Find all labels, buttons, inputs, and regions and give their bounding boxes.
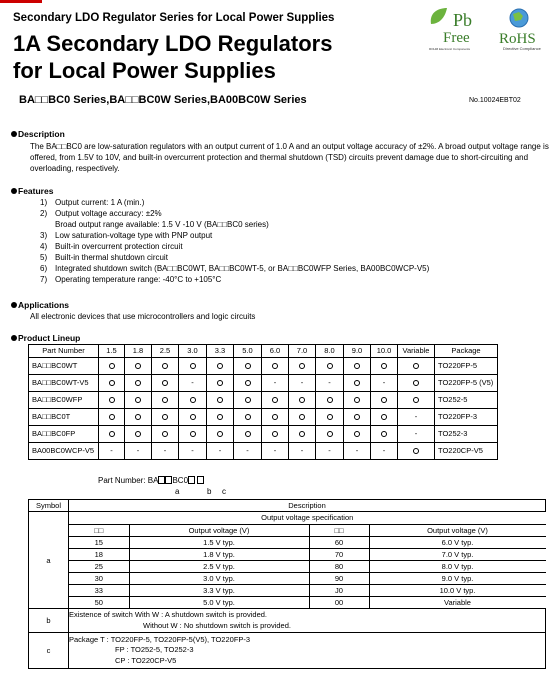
available-mark: [125, 408, 152, 425]
circle-icon: [190, 414, 196, 420]
circle-icon: [135, 363, 141, 369]
available-mark: [152, 391, 179, 408]
circle-icon: [217, 397, 223, 403]
unavailable-mark: -: [152, 442, 179, 459]
lineup-heading: Product Lineup: [11, 333, 80, 343]
part-number-cell: BA□□BC0FP: [29, 425, 99, 442]
circle-icon: [245, 397, 251, 403]
circle-icon: [162, 380, 168, 386]
available-mark: [371, 425, 398, 442]
bullet-icon: [11, 335, 17, 341]
feature-item: 2) Output voltage accuracy: ±2%: [40, 209, 162, 218]
spec-header: Output voltage (V): [129, 524, 309, 536]
features-list: [40, 197, 429, 285]
spec-cell: 90: [309, 572, 369, 584]
available-mark: [99, 374, 125, 391]
available-mark: [316, 391, 344, 408]
part-number-format: Part Number: BA BC0: [98, 476, 204, 485]
available-mark: [344, 357, 371, 374]
circle-icon: [217, 363, 223, 369]
available-mark: [316, 408, 344, 425]
circle-icon: [413, 397, 419, 403]
circle-icon: [109, 431, 115, 437]
feature-item: 5) Built-in thermal shutdown circuit: [40, 253, 168, 262]
leaf-icon: [431, 8, 447, 24]
available-mark: [398, 442, 435, 459]
unavailable-mark: -: [179, 442, 207, 459]
available-mark: [207, 425, 234, 442]
circle-icon: [299, 414, 305, 420]
spec-cell: 7.0 V typ.: [369, 548, 546, 560]
spec-cell: 8.0 V typ.: [369, 560, 546, 572]
spec-cell: 3.0 V typ.: [129, 572, 309, 584]
unavailable-mark: -: [262, 374, 289, 391]
switch-description: Existence of switch With W : A shutdown switch is provided. Without W : No shutdown switch is provided.: [69, 609, 546, 633]
spec-cell: 3.3 V typ.: [129, 584, 309, 596]
feature-item: 1) Output current: 1 A (min.): [40, 198, 145, 207]
circle-icon: [245, 363, 251, 369]
available-mark: [398, 374, 435, 391]
package-cell: TO220CP-V5: [435, 442, 498, 459]
available-mark: [99, 391, 125, 408]
spec-header: □□: [309, 524, 369, 536]
lineup-header: 5.0: [234, 345, 262, 358]
spec-cell: 15: [69, 536, 129, 548]
package-description: Package T : TO220FP-5, TO220FP-5(V5), TO220FP-3 FP : TO252-5, TO252-3 CP : TO220CP-V5: [69, 633, 546, 669]
circle-icon: [190, 363, 196, 369]
available-mark: [234, 357, 262, 374]
part-letter-a: a: [175, 487, 180, 496]
bullet-icon: [11, 131, 17, 137]
table-row: [29, 408, 498, 425]
circle-icon: [354, 431, 360, 437]
circle-icon: [245, 431, 251, 437]
bullet-icon: [11, 302, 17, 308]
package-cell: TO220FP-5: [435, 357, 498, 374]
available-mark: [234, 391, 262, 408]
part-number-cell: BA□□BC0T: [29, 408, 99, 425]
voltage-spec-table: [69, 512, 546, 608]
available-mark: [316, 357, 344, 374]
symbol-a: a: [29, 512, 69, 609]
circle-icon: [272, 431, 278, 437]
spec-cell: 60: [309, 536, 369, 548]
lineup-header: 7.0: [289, 345, 316, 358]
part-number-cell: BA□□BC0WFP: [29, 391, 99, 408]
unavailable-mark: -: [398, 425, 435, 442]
circle-icon: [381, 397, 387, 403]
available-mark: [207, 408, 234, 425]
available-mark: [99, 425, 125, 442]
spec-title: Output voltage specification: [261, 513, 354, 523]
circle-icon: [162, 397, 168, 403]
spec-header: □□: [69, 524, 129, 536]
unavailable-mark: -: [316, 442, 344, 459]
series-header: Secondary LDO Regulator Series for Local Power Supplies: [13, 12, 335, 24]
lineup-header: 3.3: [207, 345, 234, 358]
document-number: No.10024EBT02: [469, 97, 521, 104]
package-cell: TO220FP-5 (V5): [435, 374, 498, 391]
applications-heading: Applications: [11, 300, 69, 310]
circle-icon: [272, 414, 278, 420]
lineup-header: 3.0: [179, 345, 207, 358]
unavailable-mark: -: [316, 374, 344, 391]
available-mark: [262, 391, 289, 408]
table-row: [69, 596, 546, 608]
circle-icon: [327, 431, 333, 437]
unavailable-mark: -: [289, 374, 316, 391]
available-mark: [371, 391, 398, 408]
circle-icon: [245, 380, 251, 386]
spec-cell: 80: [309, 560, 369, 572]
spec-cell: 70: [309, 548, 369, 560]
unavailable-mark: -: [262, 442, 289, 459]
available-mark: [289, 425, 316, 442]
circle-icon: [217, 431, 223, 437]
table-row: [69, 536, 546, 548]
spec-cell: 33: [69, 584, 129, 596]
page-title: [13, 30, 332, 84]
symbol-c: c: [29, 633, 69, 669]
available-mark: [152, 425, 179, 442]
available-mark: [179, 357, 207, 374]
lineup-header: 6.0: [262, 345, 289, 358]
table-row: [69, 584, 546, 596]
lineup-header: 1.8: [125, 345, 152, 358]
lineup-header: 10.0: [371, 345, 398, 358]
col-symbol: Symbol: [29, 500, 69, 512]
available-mark: [207, 391, 234, 408]
available-mark: [125, 374, 152, 391]
logo-rohs-caption: Directive Compliance: [503, 46, 541, 51]
spec-header: Output voltage (V): [369, 524, 546, 536]
available-mark: [152, 408, 179, 425]
package-cell: TO252-5: [435, 391, 498, 408]
circle-icon: [162, 431, 168, 437]
unavailable-mark: -: [398, 408, 435, 425]
circle-icon: [272, 363, 278, 369]
circle-icon: [162, 414, 168, 420]
available-mark: [234, 408, 262, 425]
unavailable-mark: -: [207, 442, 234, 459]
col-description: Description: [69, 500, 546, 512]
unavailable-mark: -: [289, 442, 316, 459]
available-mark: [179, 391, 207, 408]
circle-icon: [299, 363, 305, 369]
available-mark: [398, 357, 435, 374]
package-cell: TO220FP-3: [435, 408, 498, 425]
available-mark: [262, 425, 289, 442]
lineup-header: Part Number: [29, 345, 99, 358]
available-mark: [398, 391, 435, 408]
logo-rohs: RoHS: [499, 31, 536, 47]
table-row: [29, 391, 498, 408]
applications-text: All electronic devices that use microcontrollers and logic circuits: [30, 312, 256, 321]
table-row: [29, 357, 498, 374]
available-mark: [152, 357, 179, 374]
available-mark: [289, 391, 316, 408]
available-mark: [262, 408, 289, 425]
table-row: [29, 442, 498, 459]
circle-icon: [413, 448, 419, 454]
spec-cell: 9.0 V typ.: [369, 572, 546, 584]
circle-icon: [135, 380, 141, 386]
feature-item: 7) Operating temperature range: -40°C to +105°C: [40, 275, 222, 284]
lineup-header: Package: [435, 345, 498, 358]
top-accent-bar: [0, 0, 42, 3]
unavailable-mark: -: [234, 442, 262, 459]
table-row: [29, 425, 498, 442]
spec-cell: 2.5 V typ.: [129, 560, 309, 572]
circle-icon: [354, 397, 360, 403]
spec-cell: 10.0 V typ.: [369, 584, 546, 596]
product-lineup-table: [28, 344, 498, 460]
part-letter-c: c: [222, 487, 226, 496]
part-number-cell: BA□□BC0WT-V5: [29, 374, 99, 391]
available-mark: [179, 408, 207, 425]
unavailable-mark: -: [179, 374, 207, 391]
logo-pb-caption: ROHM Electronic Components: [429, 47, 471, 51]
circle-icon: [135, 397, 141, 403]
available-mark: [344, 374, 371, 391]
part-number-cell: BA□□BC0WT: [29, 357, 99, 374]
circle-icon: [381, 414, 387, 420]
logo-pb: Pb: [453, 10, 473, 30]
table-row: [29, 374, 498, 391]
feature-item: Broad output range available: 1.5 V -10 V (BA□□BC0 series): [55, 220, 269, 229]
available-mark: [99, 408, 125, 425]
spec-cell: J0: [309, 584, 369, 596]
available-mark: [289, 408, 316, 425]
spec-cell: 30: [69, 572, 129, 584]
circle-icon: [381, 363, 387, 369]
unavailable-mark: -: [371, 374, 398, 391]
circle-icon: [135, 431, 141, 437]
available-mark: [371, 357, 398, 374]
circle-icon: [381, 431, 387, 437]
available-mark: [99, 357, 125, 374]
available-mark: [125, 357, 152, 374]
spec-cell: 50: [69, 596, 129, 608]
available-mark: [207, 374, 234, 391]
circle-icon: [245, 414, 251, 420]
table-row: [69, 560, 546, 572]
circle-icon: [272, 397, 278, 403]
series-subtitle: BA□□BC0 Series,BA□□BC0W Series,BA00BC0W Series: [19, 94, 307, 106]
circle-icon: [162, 363, 168, 369]
circle-icon: [135, 414, 141, 420]
circle-icon: [327, 397, 333, 403]
unavailable-mark: -: [371, 442, 398, 459]
symbol-table: [28, 499, 546, 669]
circle-icon: [109, 363, 115, 369]
table-row: [69, 548, 546, 560]
spec-cell: 5.0 V typ.: [129, 596, 309, 608]
unavailable-mark: -: [125, 442, 152, 459]
compliance-logos: [423, 6, 553, 52]
circle-icon: [327, 363, 333, 369]
available-mark: [344, 425, 371, 442]
description-text: The BA□□BC0 are low-saturation regulators with an output current of 1.0 A and an output voltage accuracy of ±2%. A broad output voltage range is offered, from 1.5V to 10V, and built-in overcurrent protection and thermal shutdown (TSD) circuits prevent damage due to short-circuiting and overloading, respectively.: [30, 142, 549, 173]
part-number-cell: BA00BC0WCP-V5: [29, 442, 99, 459]
available-mark: [207, 357, 234, 374]
logo-free: Free: [443, 30, 470, 46]
circle-icon: [354, 380, 360, 386]
available-mark: [179, 425, 207, 442]
available-mark: [344, 408, 371, 425]
available-mark: [125, 425, 152, 442]
symbol-b: b: [29, 609, 69, 633]
feature-item: 4) Built-in overcurrent protection circuit: [40, 242, 183, 251]
circle-icon: [299, 431, 305, 437]
available-mark: [125, 391, 152, 408]
circle-icon: [190, 431, 196, 437]
spec-cell: 6.0 V typ.: [369, 536, 546, 548]
spec-cell: 00: [309, 596, 369, 608]
bullet-icon: [11, 188, 17, 194]
circle-icon: [109, 414, 115, 420]
lineup-header: 9.0: [344, 345, 371, 358]
part-letter-b: b: [207, 487, 212, 496]
title-line-2: for Local Power Supplies: [13, 58, 276, 83]
circle-icon: [109, 397, 115, 403]
circle-icon: [109, 380, 115, 386]
spec-cell: 25: [69, 560, 129, 572]
available-mark: [262, 357, 289, 374]
available-mark: [316, 425, 344, 442]
available-mark: [371, 408, 398, 425]
lineup-header: 2.5: [152, 345, 179, 358]
circle-icon: [299, 397, 305, 403]
package-cell: TO252-3: [435, 425, 498, 442]
circle-icon: [217, 380, 223, 386]
lineup-header: 8.0: [316, 345, 344, 358]
circle-icon: [327, 414, 333, 420]
description-heading: Description: [11, 129, 65, 139]
feature-item: 3) Low saturation-voltage type with PNP output: [40, 231, 213, 240]
circle-icon: [413, 363, 419, 369]
circle-icon: [217, 414, 223, 420]
available-mark: [234, 425, 262, 442]
features-heading: Features: [11, 186, 53, 196]
spec-cell: 1.5 V typ.: [129, 536, 309, 548]
title-line-1: 1A Secondary LDO Regulators: [13, 31, 333, 56]
lineup-header: Variable: [398, 345, 435, 358]
circle-icon: [190, 397, 196, 403]
available-mark: [344, 391, 371, 408]
circle-icon: [413, 380, 419, 386]
unavailable-mark: -: [99, 442, 125, 459]
spec-cell: 18: [69, 548, 129, 560]
lineup-header: 1.5: [99, 345, 125, 358]
available-mark: [152, 374, 179, 391]
spec-cell: 1.8 V typ.: [129, 548, 309, 560]
feature-item: 6) Integrated shutdown switch (BA□□BC0WT, BA□□BC0WT-5, or BA□□BC0WFP Series, BA00BC0WCP-V5): [40, 264, 430, 273]
table-row: [69, 572, 546, 584]
unavailable-mark: -: [344, 442, 371, 459]
spec-cell: Variable: [369, 596, 546, 608]
circle-icon: [354, 363, 360, 369]
circle-icon: [354, 414, 360, 420]
available-mark: [289, 357, 316, 374]
available-mark: [234, 374, 262, 391]
